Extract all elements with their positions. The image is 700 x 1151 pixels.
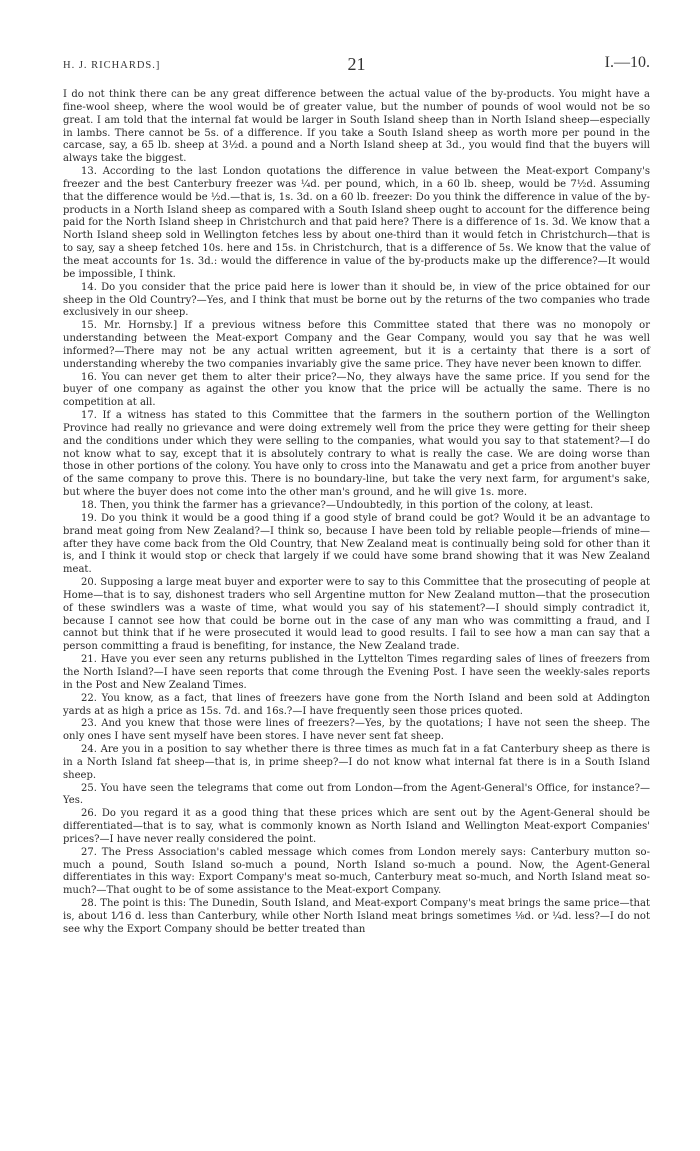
page-number: 21 xyxy=(347,54,366,74)
paragraph-question-18: 18. Then, you think the farmer has a grievance?—Undoubtedly, in this portion of the colony, at least. xyxy=(81,500,594,511)
paragraph: I do not think there can be any great difference between the actual value of the by-products. You might have a fine-wool sheep, where the wool would be of greater value, but the number of pounds of wool would not be so great. I am told that the internal fat would be larger in South Island sheep than in North Island sheep—especially in lambs. There cannot be 5s. of a difference. If you take a South Island sheep as worth more per pound in the carcase, say, a 65 lb. sheep at 3½d. a pound and a North Island sheep at 3d., you would find that the buyers will always take the biggest. xyxy=(63,89,650,165)
paragraph-question-26: 26. Do you regard it as a good thing that these prices which are sent out by the Agent-General should be differentiated—that is to say, what is commonly known as North Island and Wellington Meat-export Companies' prices?—I have never really considered the point. xyxy=(63,808,650,845)
paragraph-question-22: 22. You know, as a fact, that lines of freezers have gone from the North Island and been sold at Addington yards at as high a price as 15s. 7d. and 16s.?—I have frequently seen those prices quoted. xyxy=(63,692,650,717)
paragraph-question-20: 20. Supposing a large meat buyer and exporter were to say to this Committee that the prosecuting of people at Home—that is to say, dishonest traders who sell Argentine mutton for New Zealand mutton—that the prosecution of these swindlers was a waste of time, what would you say of his statement?—I should simply contradict it, because I cannot see how that could be borne out in the case of any man who was committing a fraud, and I cannot but think that if he were prosecuted it would lead to good results. I fail to see how a man can say that a person committing a fraud is benefiting, for instance, the New Zealand trade. xyxy=(63,577,650,653)
paragraph-question-23: 23. And you knew that those were lines of freezers?—Yes, by the quotations; I have not seen the sheep. The only ones I have sent myself have been stores. I have never sent fat sheep. xyxy=(63,718,650,743)
witness-name-header: H. J. RICHARDS.] xyxy=(63,60,161,71)
paragraph-question-27: 27. The Press Association's cabled message which comes from London merely says: Canterbury mutton so-much a pound, South Island so-much a pound, North Island so-much a pound. Now, the Agent-General differentiates in this way: Export Company's meat so-much, Canterbury meat so-much, and North Island meat so-much?—That ought to be of some assistance to the Meat-export Company. xyxy=(63,846,650,897)
document-body xyxy=(63,89,650,937)
paragraph-question-24: 24. Are you in a position to say whether there is three times as much fat in a fat Canterbury sheep as there is in a North Island fat sheep—that is, in prime sheep?—I do not know what internal fat there is in a South Island sheep. xyxy=(63,744,650,781)
paragraph-question-25: 25. You have seen the telegrams that come out from London—from the Agent-General's Office, for instance?—Yes. xyxy=(63,782,650,807)
paragraph-question-13: 13. According to the last London quotations the difference in value between the Meat-export Company's freezer and the best Canterbury freezer was ¼d. per pound, which, in a 60 lb. sheep, would be 7½d. Assuming that the difference would be ½d.—that is, 1s. 3d. on a 60 lb. freezer: Do you think the difference in value of the by-products in a North Island sheep as compared with a South Island sheep ought to account for the difference being paid for the North Island sheep in Christchurch and that paid here? There is a difference of 1s. 3d. We know that a North Island sheep sold in Wellington fetches less by about one-third than it would fetch in Christchurch—that is to say, say a sheep fetched 10s. here and 15s. in Christchurch, that is a difference of 5s. We know that the value of the meat accounts for 1s. 3d.: would the difference in value of the by-products make up the difference?—It would be impossible, I think. xyxy=(63,166,650,280)
paragraph-question-15: 15. Mr. Hornsby.] If a previous witness before this Committee stated that there was no monopoly or understanding between the Meat-export Company and the Gear Company, would you say that he was well informed?—There may not be any actual written agreement, but it is a certainty that there is a sort of understanding whereby the two companies invariably give the same price. They have never been known to differ. xyxy=(63,320,650,370)
paragraph-question-28: 28. The point is this: The Dunedin, South Island, and Meat-export Company's meat brings the same price—that is, about 1⁄16 d. less than Canterbury, while other North Island meat brings sometimes ⅛d. or ¼d. less?—I do not see why the Export Company should be better treated than xyxy=(63,898,650,935)
paragraph-question-14: 14. Do you consider that the price paid here is lower than it should be, in view of the price obtained for our sheep in the Old Country?—Yes, and I think that must be borne out by the returns of the two companies who trade exclusively in our sheep. xyxy=(63,281,650,319)
paragraph-question-16: 16. You can never get them to alter their price?—No, they always have the same price. If you send for the buyer of one company as against the other you know that the price will be actually the same. There is no competition at all. xyxy=(63,371,650,409)
running-head xyxy=(63,54,650,76)
document-reference: I.—10. xyxy=(604,54,650,71)
paragraph-question-21: 21. Have you ever seen any returns published in the Lyttelton Times regarding sales of lines of freezers from the North Island?—I have seen reports that come through the Evening Post. I have seen the weekly-sales reports in the Post and New Zealand Times. xyxy=(63,654,650,691)
paragraph-question-19: 19. Do you think it would be a good thing if a good style of brand could be got? Would it be an advantage to brand meat going from New Zealand?—I think so, because I have been told by reliable people—friends of mine—after they have come back from the Old Country, that New Zealand meat is continually being sold for other than it is, and I think it would stop or check that largely if we could have some brand showing that it was New Zealand meat. xyxy=(63,512,650,576)
paragraph-question-17: 17. If a witness has stated to this Committee that the farmers in the southern portion of the Wellington Province had really no grievance and were doing extremely well from the price they were getting for their sheep and the conditions under which they were selling to the companies, what would you say to that statement?—I do not know what to say, except that it is absolutely contrary to what is really the case. We are doing worse than those in other portions of the colony. You have only to cross into the Manawatu and get a price from another buyer of the same company to prove this. There is no boundary-line, but take the very next farm, for argument's sake, but where the buyer does not come into the other man's ground, and he will give 1s. more. xyxy=(63,410,650,499)
